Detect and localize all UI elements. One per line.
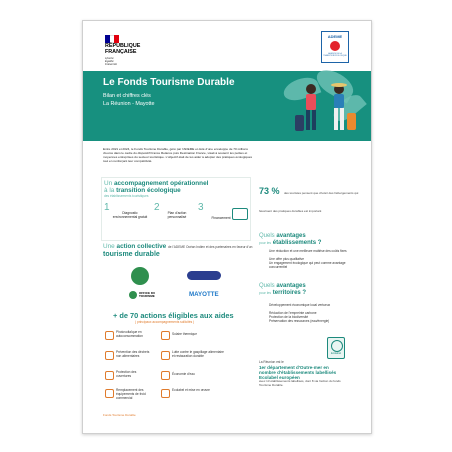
ile-reunion-tourisme-logo (131, 267, 149, 285)
action-item: Protection des ouvertures (116, 370, 137, 378)
action-item: Solaire thermique (172, 332, 197, 336)
actions-reunion-logo (187, 271, 221, 280)
action-item: Ecolabel et mise en œuvre (172, 388, 210, 392)
advantage-item: Réduction de l'empreinte carbone (269, 311, 317, 315)
water-drop-icon (161, 371, 170, 380)
step-number: 2 (154, 202, 160, 213)
actions-caption: ( principaux accompagnements sollicités ) (135, 320, 195, 324)
accompaniment-title: Un accompagnement opérationnel à la transition écologique (104, 180, 209, 194)
food-waste-icon (161, 351, 170, 360)
advantage-item: Développement économique local vertueux (269, 303, 331, 307)
ecolabel-badge: Ecolabel (327, 337, 345, 359)
actions-title: + de 70 actions éligibles aux aides (113, 311, 234, 320)
intro-paragraph: Entre 2021 et 2024, le Fonds Tourisme Durable, géré par l'ADEME et doté d'une enveloppe de 70 millions d'euros dans le cadre du dispositif France Relance puis Destination France, visait à soutenir les petites et moyennes entreprises du secteur touristique. L'objectif était de les aider à adopter des pratiques écologiques tout en renforçant leur compétitivité. (103, 147, 253, 164)
money-icon (232, 208, 248, 220)
stat-73-block (259, 181, 359, 217)
step-label: Plan d'action personnalisé (167, 211, 187, 219)
collective-action-title: Une action collective de l'ADEME Océan Indien et des partenaires en faveur d'un tourisme durable (103, 243, 253, 258)
action-item: Économie d'eau (172, 372, 195, 376)
hero-banner (83, 71, 371, 141)
motto: Liberté Égalité Fraternité (105, 56, 117, 66)
action-item: Remplacement des équipements de froid commercial (116, 388, 146, 400)
document-page (82, 20, 372, 434)
step-label: Diagnostic environnemental gratuit (112, 211, 148, 219)
ecolabel-icon (161, 389, 170, 398)
step-label: Financement (211, 216, 231, 220)
advantage-item: Une réduction et une meilleure maîtrise des coûts fixes (269, 249, 347, 253)
advantages-establishments-title: Quels avantages pour les établissements ? (259, 233, 322, 246)
subtitle: Bilan et chiffres clés (103, 93, 151, 99)
footer-text: Fonds Tourisme Durable (103, 413, 136, 417)
advantage-item: Un engagement écologique qui peut comme avantage concurrentiel (269, 261, 346, 269)
advantage-item: Une offre plus qualitative (269, 257, 305, 261)
ecolabel-text: La Réunion est le 1er département d'Outre-mer en nombre d'établissements labellisés Ecolabel européen avec 13 établissements labellisés, dont 8 via l'action du fonds Tourisme Durable. (259, 360, 341, 388)
french-flag (105, 35, 119, 43)
stat-text: des touristes pensent que choisir des hébergements qui favorisent des pratiques durables est important (259, 191, 359, 213)
advantages-territories-title: Quels avantages pour les territoires ? (259, 283, 307, 296)
advantage-item: Protection de la biodiversité (269, 315, 309, 319)
accompaniment-caption: des établissements touristiques (104, 194, 149, 198)
fridge-icon (105, 389, 114, 398)
solar-panel-icon (105, 331, 114, 340)
mayotte-logo: MAYOTTE (189, 291, 219, 298)
ademe-mark-icon (330, 41, 340, 51)
stat-value: 73 % (259, 186, 280, 196)
accompaniment-section (101, 177, 251, 241)
ademe-logo: ADEME AGENCE DE LA TRANSITION ÉCOLOGIQUE (321, 31, 349, 63)
window-icon (105, 371, 114, 380)
action-item: Lutte contre le gaspillage alimentaire et restauration durable (172, 350, 224, 358)
advantage-item: Préservation des ressources (eau/énergie) (269, 319, 330, 323)
action-item: Prévention des déchets non alimentaires (116, 350, 150, 358)
action-item: Photovoltaïque en autoconsommation (116, 330, 143, 338)
step-number: 1 (104, 202, 110, 213)
travelers-illustration (289, 79, 361, 141)
waste-icon (105, 351, 114, 360)
page-title: Le Fonds Tourisme Durable (103, 77, 235, 88)
office-du-tourisme-logo: OFFICE DU TOURISME (129, 289, 159, 303)
solar-thermal-icon (161, 331, 170, 340)
republique-francaise-logo: RÉPUBLIQUE FRANÇAISE (105, 43, 141, 55)
region-label: La Réunion - Mayotte (103, 101, 155, 107)
step-number: 3 (198, 202, 204, 213)
